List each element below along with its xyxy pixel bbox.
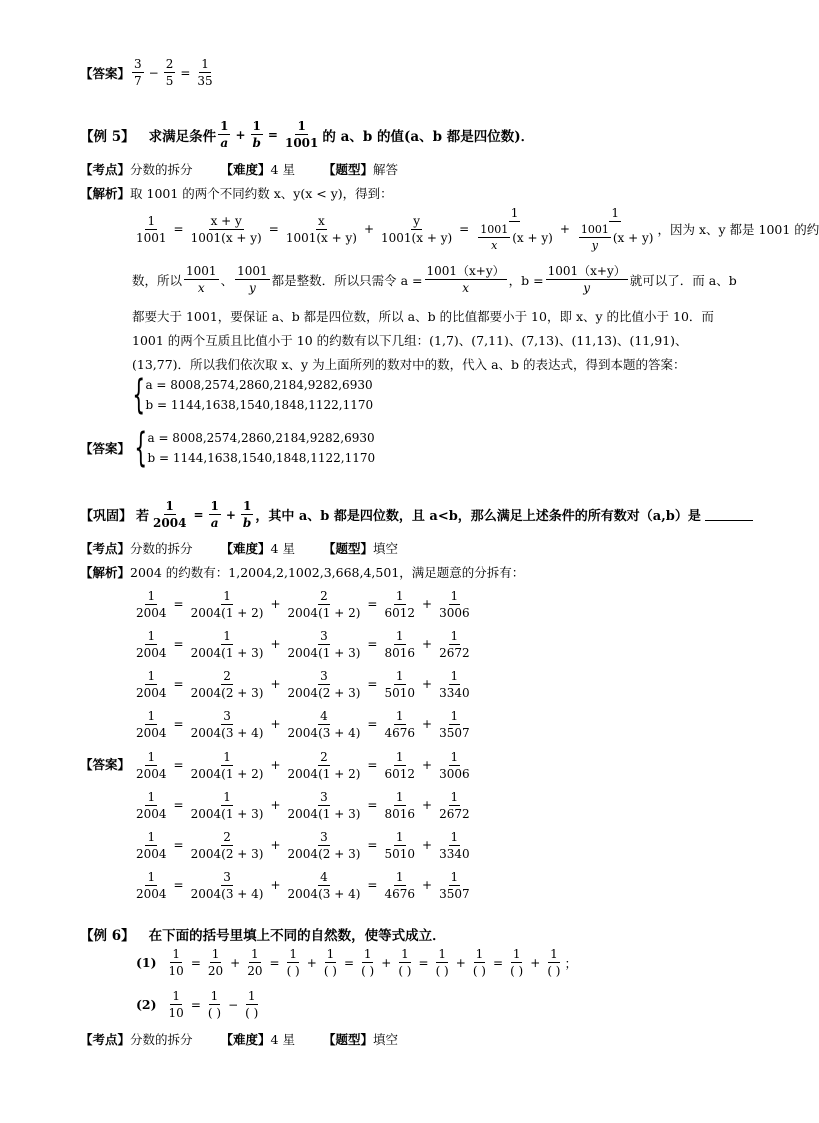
fraction: $\frac{x + y}{1001(x + y)}$ <box>190 213 262 245</box>
consolidate-analysis-equations <box>132 584 474 744</box>
example5-solution-system: { a = 8008,2574,2860,2184,9282,6930 b = 1144,1638,1540,1848,1122,1170 <box>132 372 374 418</box>
equation-row: $\frac{1}{2004}$ = $\frac{3}{2004(3 + 4)}$ + $\frac{4}{2004(3 + 4)}$ = $\frac{1}{4676}$ + $\frac{1}{3507}$ <box>136 869 470 901</box>
fraction: $\frac{1001}{y}$ <box>237 264 268 295</box>
example5-analysis-line1: 【解析】取 1001 的两个不同约数 x、y(x < y)，得到： <box>80 186 393 201</box>
example5-line3: 都要大于 1001，要保证 a、b 都是四位数，所以 a、b 的比值都要小于 10，即 x、y 的比值小于 10．而 <box>132 309 714 324</box>
equation-row: $\frac{1}{2004}$ = $\frac{2}{2004(2 + 3)}$ + $\frac{3}{2004(2 + 3)}$ = $\frac{1}{5010}$ + $\frac{1}{3340}$ <box>136 668 470 700</box>
top-answer: 【答案】 $\frac{3}{7}$ − $\frac{2}{5}$ = $\frac{1}{35}$ <box>80 57 213 88</box>
consolidate-analysis-line1: 【解析】2004 的约数有：1,2004,2,1002,3,668,4,501，满足题意的分拆有： <box>80 565 525 580</box>
fraction: $\frac{2}{5}$ <box>165 57 174 88</box>
blank-fraction[interactable]: $\frac{1}{( )}$ <box>361 947 375 978</box>
consolidate-answer-label: 【答案】 <box>80 757 131 772</box>
blank-fraction[interactable]: $\frac{1}{( )}$ <box>510 947 524 978</box>
consolidate-answer-equations <box>132 745 474 905</box>
blank-fraction[interactable]: $\frac{1}{( )}$ <box>286 947 300 978</box>
equation-row: $\frac{1}{2004}$ = $\frac{2}{2004(2 + 3)}$ + $\frac{3}{2004(2 + 3)}$ = $\frac{1}{5010}$ + $\frac{1}{3340}$ <box>136 829 470 861</box>
blank-fraction[interactable]: $\frac{1}{( )}$ <box>245 989 259 1020</box>
answer-blank[interactable] <box>705 508 753 521</box>
blank-fraction[interactable]: $\frac{1}{( )}$ <box>435 947 449 978</box>
fraction: $\frac{3}{7}$ <box>134 57 142 88</box>
blank-fraction[interactable]: $\frac{1}{( )}$ <box>398 947 412 978</box>
fraction: $\frac{1001(x+y)}{y}$ <box>547 264 626 295</box>
question-text: 的 a、b 的值(a、b 都是四位数)． <box>322 128 535 145</box>
fraction: $\frac{y}{1001(x + y)}$ <box>381 213 453 245</box>
fraction: $\frac{1}{b}$ <box>242 499 252 530</box>
example5-answer: 【答案】 { a = 8008,2574,2860,2184,9282,6930 b = 1144,1638,1540,1848,1122,1170 <box>80 425 376 471</box>
example-label: 【例 5】 <box>80 128 135 145</box>
example6-meta: 【考点】分数的拆分 【难度】4 星 【题型】填空 <box>80 1032 398 1047</box>
fraction: $\frac{x}{1001(x + y)}$ <box>285 213 357 245</box>
fraction: $\frac{1}{b}$ <box>252 119 261 150</box>
example5-line2: 数，所以 $\frac{1001}{x}$ 、 $\frac{1001}{y}$ 都是整数．所以只需令 a = $\frac{1001(x+y)}{x}$ ，b = $\frac{1001(x+y)}{y}$ 就可以了．而 a、b <box>132 264 737 295</box>
example5-question: 【例 5】 求满足条件 $\frac{1}{a}$ + $\frac{1}{b}$ = $\frac{1}{1001}$ 的 a、b 的值(a、b 都是四位数)． <box>80 119 535 150</box>
blank-fraction[interactable]: $\frac{1}{( )}$ <box>323 947 337 978</box>
question-text: 求满足条件 <box>148 128 217 145</box>
compound-fraction: 1 $\frac{1001}{x}$ (x + y) <box>480 206 553 252</box>
compound-fraction: 1 $\frac{1001}{y}$ (x + y) <box>580 206 654 252</box>
fraction: $\frac{1}{a}$ <box>220 119 229 150</box>
equation-row: $\frac{1}{2004}$ = $\frac{3}{2004(3 + 4)}$ + $\frac{4}{2004(3 + 4)}$ = $\frac{1}{4676}$ + $\frac{1}{3507}$ <box>136 708 470 740</box>
blank-fraction[interactable]: $\frac{1}{( )}$ <box>207 989 222 1020</box>
fraction: $\frac{1}{1001}$ <box>284 119 319 150</box>
equation-row: $\frac{1}{2004}$ = $\frac{1}{2004(1 + 2)}$ + $\frac{2}{2004(1 + 2)}$ = $\frac{1}{6012}$ + $\frac{1}{3006}$ <box>136 749 470 781</box>
fraction: $\frac{1}{2004}$ <box>153 499 187 530</box>
answer-label: 【答案】 <box>80 65 131 81</box>
example6-part2: (2) $\frac{1}{10}$ = $\frac{1}{( )}$ − $\frac{1}{( )}$ <box>136 989 259 1020</box>
fraction: $\frac{1}{1001}$ <box>136 213 167 245</box>
fraction: $\frac{1}{35}$ <box>197 57 213 88</box>
equation-row: $\frac{1}{2004}$ = $\frac{1}{2004(1 + 2)}$ + $\frac{2}{2004(1 + 2)}$ = $\frac{1}{6012}$ + $\frac{1}{3006}$ <box>136 588 470 620</box>
consolidate-meta: 【考点】分数的拆分 【难度】4 星 【题型】填空 <box>80 541 398 556</box>
fraction: $\frac{1}{a}$ <box>210 499 219 530</box>
equation-row: $\frac{1}{2004}$ = $\frac{1}{2004(1 + 3)}$ + $\frac{3}{2004(1 + 3)}$ = $\frac{1}{8016}$ + $\frac{1}{2672}$ <box>136 789 470 821</box>
example5-meta: 【考点】分数的拆分 【难度】4 星 【题型】解答 <box>80 162 398 177</box>
fraction: $\frac{1001}{x}$ <box>186 264 217 295</box>
equation-row: $\frac{1}{2004}$ = $\frac{1}{2004(1 + 3)}$ + $\frac{3}{2004(1 + 3)}$ = $\frac{1}{8016}$ + $\frac{1}{2672}$ <box>136 628 470 660</box>
example5-line5: (13,77)．所以我们依次取 x、y 为上面所列的数对中的数，代入 a、b 的表达式，得到本题的答案： <box>132 357 686 372</box>
example5-line4: 1001 的两个互质且比值小于 10 的约数有以下几组：(1,7)、(7,11)、(7,13)、(11,13)、(11,91)、 <box>132 333 688 348</box>
example6-question: 【例 6】 在下面的括号里填上不同的自然数，使等式成立． <box>80 928 446 944</box>
example6-part1: (1) $\frac{1}{10}$ = $\frac{1}{20}$ + $\frac{1}{20}$ = $\frac{1}{( )}$ + $\frac{1}{( )}$ = $\frac{1}{( )}$ + $\frac{1}{( )}$ = $\frac{1}{( )}$ + $\frac{1}{( )}$ = $\frac{1}{( )}$ + $\frac{1}{( )}$ ； <box>136 947 578 978</box>
blank-fraction[interactable]: $\frac{1}{( )}$ <box>547 947 561 978</box>
consolidate-question: 【巩固】 若 $\frac{1}{2004}$ = $\frac{1}{a}$ + $\frac{1}{b}$ ，其中 a、b 都是四位数，且 a<b，那么满足上述条件的所有数对（a,b）是 <box>80 500 753 529</box>
fraction: $\frac{1001(x+y)}{x}$ <box>426 264 505 295</box>
example5-equation: $\frac{1}{1001}$ = $\frac{x + y}{1001(x + y)}$ = $\frac{x}{1001(x + y)}$ + $\frac{y}{1001(x + y)}$ = 1 $\frac{1001}{x}$ (x + y) + 1 $\frac{1001}{y}$ (x + y) ，因为 x、y 都是 1001 的约 <box>136 206 819 252</box>
blank-fraction[interactable]: $\frac{1}{( )}$ <box>472 947 486 978</box>
